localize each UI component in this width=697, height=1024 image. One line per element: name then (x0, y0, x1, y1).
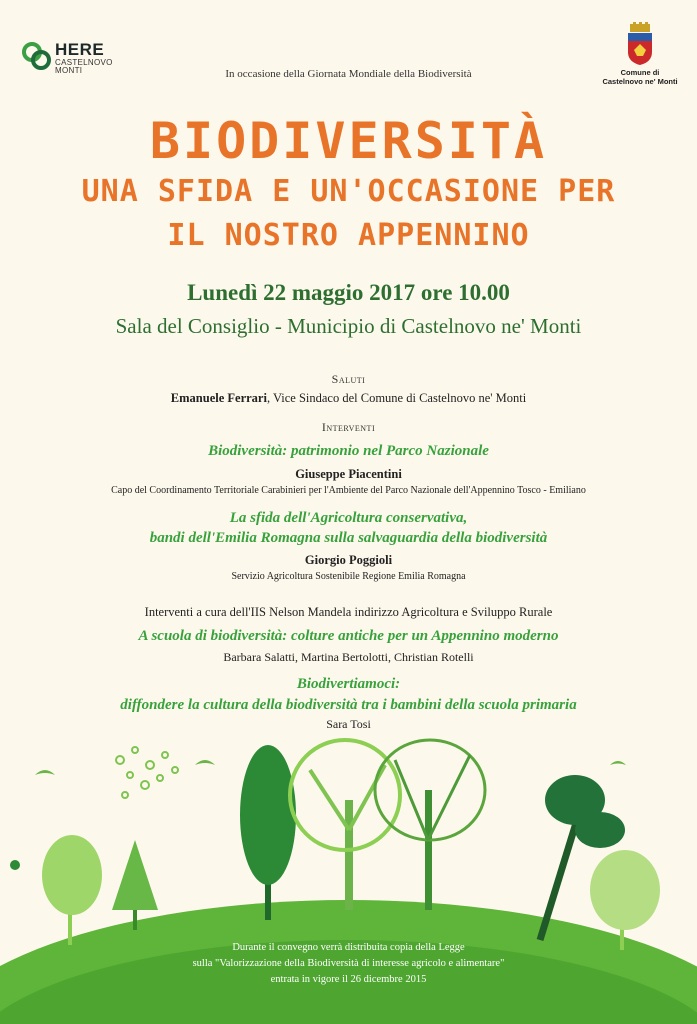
intro-text: In occasione della Giornata Mondiale della Biodiversità (225, 68, 472, 80)
talk-1-speaker: Giuseppe Piacentini (295, 467, 402, 481)
footer-line-2: sulla "Valorizzazione della Biodiversità di interesse agricolo e alimentare" (192, 958, 505, 969)
talk-4-title-line-2: diffondere la cultura della biodiversità tra i bambini della scuola primaria (120, 697, 577, 713)
talk-4-speaker: Sara Tosi (326, 717, 371, 731)
saluti-name: Emanuele Ferrari (170, 391, 267, 405)
comune-coat-of-arms (600, 22, 680, 92)
saluti-speaker (0, 391, 697, 406)
talk-2-speaker: Giorgio Poggioli (304, 553, 393, 567)
main-title: BIODIVERSITÀ (149, 112, 548, 170)
talk-2-title-line-1: La sfida dell'Agricoltura conservativa, (229, 510, 468, 526)
dot-icon (10, 860, 20, 870)
event-place: Sala del Consiglio - Municipio di Castelnovo ne' Monti (115, 314, 582, 338)
saluti-role: , Vice Sindaco del Comune di Castelnovo ne' Monti (266, 391, 527, 405)
coat-of-arms-icon (625, 22, 655, 66)
footer-line-1: Durante il convegno verrà distribuita copia della Legge (232, 942, 465, 953)
saluti-heading: Saluti (331, 372, 366, 386)
tree-left-pale (42, 835, 102, 945)
talk-1-title: Biodiversità: patrimonio nel Parco Nazionale (208, 443, 489, 459)
logo-here-subtitle: CASTELNOVO MONTI (55, 58, 113, 75)
talk-3-title: A scuola di biodiversità: colture antiche per un Appennino moderno (138, 628, 559, 644)
event-date: Lunedì 22 maggio 2017 ore 10.00 (187, 280, 510, 305)
talk-2-title-line-2: bandi dell'Emilia Romagna sulla salvaguardia della biodiversità (149, 530, 548, 546)
logo-here-text: HERE (55, 40, 105, 59)
subtitle-line-1: UNA SFIDA E UN'OCCASIONE PER (81, 174, 616, 209)
subtitle-line-2: IL NOSTRO APPENNINO (167, 218, 530, 253)
footer-line-3: entrata in vigore il 26 dicembre 2015 (270, 974, 427, 985)
decorative-circles (116, 747, 178, 798)
talk-3-speakers: Barbara Salatti, Martina Bertolotti, Christian Rotelli (223, 650, 474, 664)
tree-pine-left (112, 840, 158, 930)
tree-dark-left (240, 745, 296, 920)
talk-4-title-line-1: Biodivertiamoci: (296, 676, 401, 692)
talk-1-role: Capo del Coordinamento Territoriale Carabinieri per l'Ambiente del Parco Nazionale dell'Appennino Tosco - Emiliano (111, 485, 586, 496)
talk-2-role: Servizio Agricoltura Sostenibile Regione Emilia Romagna (231, 571, 466, 582)
interventi-heading: Interventi (321, 420, 376, 434)
comune-caption: Comune di Castelnovo ne' Monti (602, 68, 678, 86)
iis-line: Interventi a cura dell'IIS Nelson Mandela indirizzo Agricoltura e Sviluppo Rurale (144, 605, 553, 619)
